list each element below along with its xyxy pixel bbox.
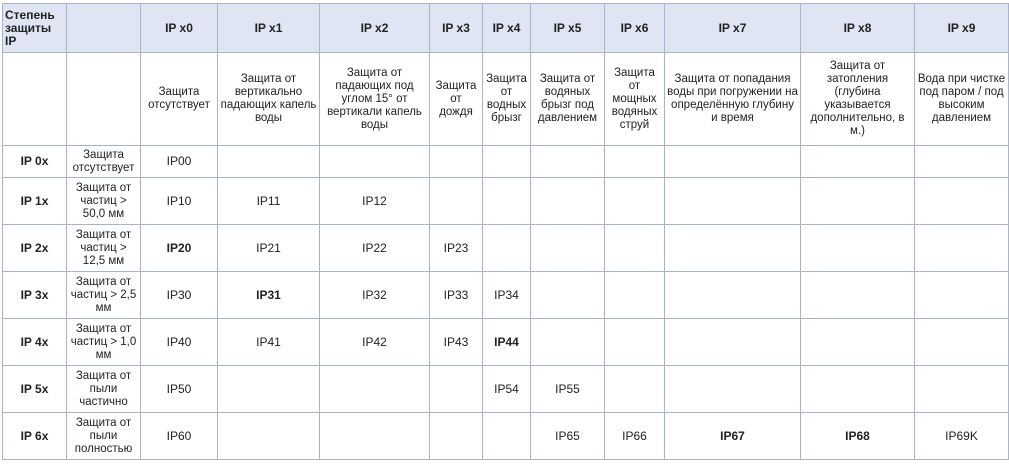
column-code: IP x9 bbox=[915, 4, 1009, 53]
data-rows bbox=[3, 146, 1009, 460]
row-description: Защита от пыли полностью bbox=[67, 413, 141, 460]
ip-code-cell: IP67 bbox=[665, 413, 801, 460]
ip-code-cell bbox=[483, 413, 531, 460]
header-row bbox=[3, 4, 1009, 53]
column-code: IP x8 bbox=[801, 4, 915, 53]
ip-code-cell bbox=[430, 146, 483, 178]
row-code: IP 6x bbox=[3, 413, 67, 460]
row-description: Защита от частиц > 12,5 мм bbox=[67, 225, 141, 272]
ip-code-cell: IP60 bbox=[141, 413, 218, 460]
row-code: IP 3x bbox=[3, 272, 67, 319]
ip-code-cell: IP10 bbox=[141, 178, 218, 225]
ip-code-cell: IP43 bbox=[430, 319, 483, 366]
ip-code-cell: IP44 bbox=[483, 319, 531, 366]
ip-code-cell bbox=[483, 225, 531, 272]
ip-code-cell bbox=[915, 319, 1009, 366]
ip-code-cell: IP31 bbox=[218, 272, 320, 319]
ip-code-cell bbox=[218, 146, 320, 178]
column-description: Защита от затопления (глубина указывается дополнительно, в м.) bbox=[801, 53, 915, 146]
column-description: Вода при чистке под паром / под высоким давлением bbox=[915, 53, 1009, 146]
ip-code-cell: IP12 bbox=[320, 178, 430, 225]
row-description: Защита от пыли частично bbox=[67, 366, 141, 413]
ip-code-cell: IP54 bbox=[483, 366, 531, 413]
ip-code-cell: IP65 bbox=[531, 413, 605, 460]
ip-code-cell bbox=[605, 225, 665, 272]
corner-label: Степень защиты IP bbox=[3, 4, 67, 53]
ip-code-cell bbox=[430, 178, 483, 225]
table-row bbox=[3, 178, 1009, 225]
ip-code-cell: IP21 bbox=[218, 225, 320, 272]
ip-code-cell bbox=[915, 178, 1009, 225]
column-code: IP x1 bbox=[218, 4, 320, 53]
column-code: IP x3 bbox=[430, 4, 483, 53]
ip-code-cell: IP55 bbox=[531, 366, 605, 413]
ip-code-cell bbox=[483, 178, 531, 225]
ip-code-cell bbox=[531, 146, 605, 178]
ip-code-cell bbox=[605, 366, 665, 413]
column-description: Защита от мощных водяных струй bbox=[605, 53, 665, 146]
empty-desc-cell bbox=[67, 53, 141, 146]
ip-code-cell: IP41 bbox=[218, 319, 320, 366]
column-description: Защита от дождя bbox=[430, 53, 483, 146]
ip-code-cell: IP00 bbox=[141, 146, 218, 178]
ip-code-cell bbox=[801, 178, 915, 225]
column-code: IP x5 bbox=[531, 4, 605, 53]
ip-code-cell bbox=[531, 225, 605, 272]
ip-code-cell bbox=[665, 178, 801, 225]
ip-code-cell: IP11 bbox=[218, 178, 320, 225]
column-description: Защита от попадания воды при погружении на определённую глубину и время bbox=[665, 53, 801, 146]
ip-code-cell bbox=[915, 225, 1009, 272]
ip-code-cell bbox=[531, 272, 605, 319]
column-code: IP x7 bbox=[665, 4, 801, 53]
ip-code-cell bbox=[801, 146, 915, 178]
column-description: Защита от водяных брызг под давлением bbox=[531, 53, 605, 146]
ip-code-cell: IP69K bbox=[915, 413, 1009, 460]
column-description: Защита от падающих под углом 15° от вертикали капель воды bbox=[320, 53, 430, 146]
ip-protection-table bbox=[2, 3, 1009, 460]
column-code: IP x4 bbox=[483, 4, 531, 53]
ip-code-cell: IP68 bbox=[801, 413, 915, 460]
ip-code-cell bbox=[430, 366, 483, 413]
column-description: Защита отсутствует bbox=[141, 53, 218, 146]
row-code: IP 1x bbox=[3, 178, 67, 225]
row-description: Защита от частиц > 1,0 мм bbox=[67, 319, 141, 366]
row-code: IP 0x bbox=[3, 146, 67, 178]
ip-code-cell: IP22 bbox=[320, 225, 430, 272]
table-row bbox=[3, 366, 1009, 413]
ip-code-cell: IP32 bbox=[320, 272, 430, 319]
ip-code-cell bbox=[605, 272, 665, 319]
ip-code-cell bbox=[605, 319, 665, 366]
table-row bbox=[3, 225, 1009, 272]
ip-code-cell: IP23 bbox=[430, 225, 483, 272]
ip-code-cell bbox=[320, 146, 430, 178]
ip-code-cell: IP40 bbox=[141, 319, 218, 366]
ip-code-cell bbox=[665, 225, 801, 272]
column-code: IP x6 bbox=[605, 4, 665, 53]
ip-code-cell: IP20 bbox=[141, 225, 218, 272]
ip-code-cell bbox=[605, 178, 665, 225]
ip-code-cell bbox=[915, 146, 1009, 178]
ip-code-cell bbox=[801, 366, 915, 413]
ip-code-cell bbox=[531, 178, 605, 225]
ip-code-cell bbox=[665, 366, 801, 413]
description-row bbox=[3, 53, 1009, 146]
empty-header-cell bbox=[67, 4, 141, 53]
ip-code-cell bbox=[531, 319, 605, 366]
ip-code-cell bbox=[915, 272, 1009, 319]
ip-code-cell bbox=[605, 146, 665, 178]
column-code: IP x2 bbox=[320, 4, 430, 53]
ip-code-cell: IP30 bbox=[141, 272, 218, 319]
table-row bbox=[3, 272, 1009, 319]
column-description: Защита от вертикально падающих капель воды bbox=[218, 53, 320, 146]
ip-code-cell bbox=[483, 146, 531, 178]
ip-code-cell bbox=[665, 272, 801, 319]
row-description: Защита отсутствует bbox=[67, 146, 141, 178]
ip-code-cell bbox=[218, 366, 320, 413]
ip-code-cell bbox=[665, 146, 801, 178]
ip-code-cell: IP66 bbox=[605, 413, 665, 460]
row-code: IP 4x bbox=[3, 319, 67, 366]
empty-desc-cell bbox=[3, 53, 67, 146]
table-row bbox=[3, 413, 1009, 460]
ip-code-cell: IP34 bbox=[483, 272, 531, 319]
ip-code-cell: IP33 bbox=[430, 272, 483, 319]
ip-code-cell bbox=[801, 225, 915, 272]
row-description: Защита от частиц > 50,0 мм bbox=[67, 178, 141, 225]
ip-code-cell bbox=[320, 366, 430, 413]
ip-code-cell bbox=[320, 413, 430, 460]
ip-code-cell bbox=[430, 413, 483, 460]
column-description: Защита от водных брызг bbox=[483, 53, 531, 146]
column-code: IP x0 bbox=[141, 4, 218, 53]
table-row bbox=[3, 319, 1009, 366]
table-row bbox=[3, 146, 1009, 178]
ip-code-cell: IP50 bbox=[141, 366, 218, 413]
ip-code-cell bbox=[801, 319, 915, 366]
ip-code-cell: IP42 bbox=[320, 319, 430, 366]
ip-code-cell bbox=[218, 413, 320, 460]
row-code: IP 5x bbox=[3, 366, 67, 413]
row-code: IP 2x bbox=[3, 225, 67, 272]
row-description: Защита от частиц > 2,5 мм bbox=[67, 272, 141, 319]
ip-code-cell bbox=[665, 319, 801, 366]
ip-code-cell bbox=[801, 272, 915, 319]
ip-code-cell bbox=[915, 366, 1009, 413]
